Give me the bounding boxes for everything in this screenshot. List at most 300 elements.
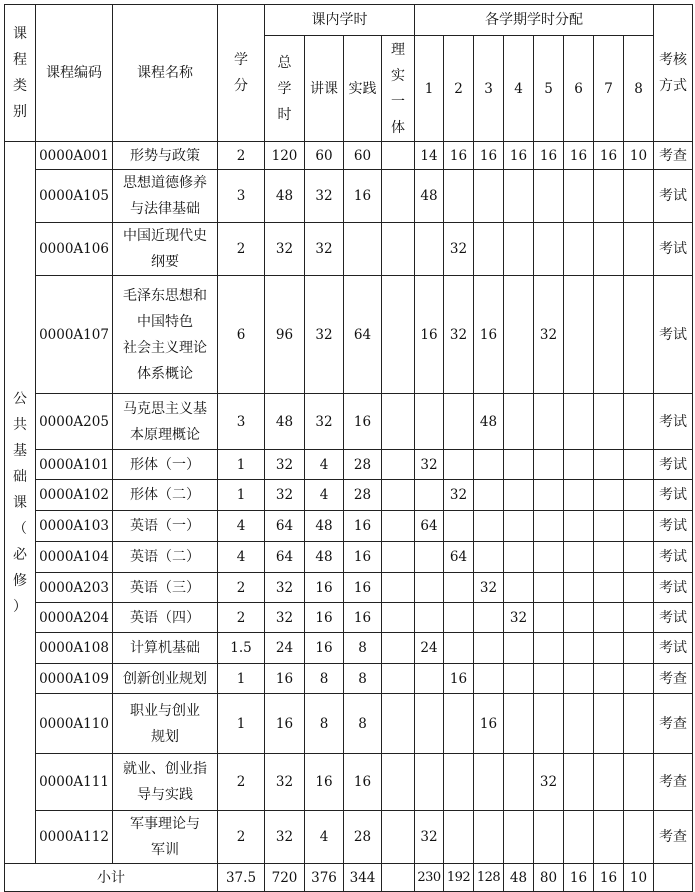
semester-8-hours [624,603,654,633]
semester-7-hours [594,573,624,603]
total-hours: 32 [265,480,305,511]
practice-hours: 16 [344,754,382,811]
header-semester-3: 3 [474,36,504,142]
semester-4-hours [504,694,534,754]
semester-6-hours [564,754,594,811]
header-semester-2: 2 [444,36,474,142]
semester-6-hours [564,276,594,394]
semester-6-hours [564,811,594,864]
course-name: 英语（四） [113,603,218,633]
course-code: 0000A001 [36,142,113,170]
semester-1-hours: 48 [415,170,444,223]
total-hours: 24 [265,633,305,664]
lecture-hours: 32 [305,276,344,394]
integrated-hours [382,573,415,603]
lecture-hours: 16 [305,754,344,811]
semester-8-hours [624,573,654,603]
course-name: 形势与政策 [113,142,218,170]
semester-4-hours [504,633,534,664]
semester-7-hours [594,633,624,664]
semester-4-hours [504,223,534,276]
semester-3-hours: 48 [474,394,504,450]
semester-8-hours [624,542,654,573]
total-hours: 64 [265,542,305,573]
semester-6-hours [564,542,594,573]
integrated-hours [382,480,415,511]
semester-7-hours [594,511,624,542]
semester-7-hours [594,542,624,573]
exam-method: 考试 [654,480,693,511]
total-hours: 32 [265,450,305,480]
course-code: 0000A111 [36,754,113,811]
semester-7-hours [594,754,624,811]
semester-1-hours [415,542,444,573]
credits: 4 [218,542,265,573]
table-row [5,603,693,633]
semester-8-hours [624,170,654,223]
exam-method: 考试 [654,542,693,573]
course-name: 就业、创业指 导与实践 [113,754,218,811]
exam-method: 考查 [654,694,693,754]
semester-8-hours [624,754,654,811]
semester-6-hours [564,633,594,664]
exam-method: 考试 [654,223,693,276]
table-row [5,480,693,511]
credits: 2 [218,754,265,811]
semester-7-hours [594,664,624,694]
exam-method: 考查 [654,811,693,864]
semester-6-hours [564,223,594,276]
lecture-hours: 4 [305,811,344,864]
credits: 4 [218,511,265,542]
practice-hours: 28 [344,811,382,864]
total-hours: 32 [265,603,305,633]
lecture-hours: 8 [305,694,344,754]
semester-7-hours [594,480,624,511]
subtotal-semester-2: 192 [444,864,474,892]
lecture-hours: 32 [305,394,344,450]
course-code: 0000A107 [36,276,113,394]
practice-hours: 16 [344,603,382,633]
credits: 1.5 [218,633,265,664]
practice-hours: 8 [344,633,382,664]
semester-5-hours [534,511,564,542]
semester-6-hours [564,694,594,754]
integrated-hours [382,633,415,664]
semester-6-hours [564,394,594,450]
integrated-hours [382,754,415,811]
header-course-code: 课程编码 [36,5,113,142]
credits: 2 [218,603,265,633]
practice-hours: 64 [344,276,382,394]
header-semester-8: 8 [624,36,654,142]
integrated-hours [382,511,415,542]
course-code: 0000A112 [36,811,113,864]
header-row-1 [5,5,693,36]
semester-8-hours [624,276,654,394]
course-name: 形体（二） [113,480,218,511]
course-name: 计算机基础 [113,633,218,664]
semester-8-hours [624,450,654,480]
semester-7-hours [594,694,624,754]
semester-4-hours: 16 [504,142,534,170]
semester-5-hours: 16 [534,142,564,170]
semester-5-hours: 32 [534,754,564,811]
exam-method: 考查 [654,664,693,694]
semester-7-hours [594,811,624,864]
semester-4-hours [504,511,534,542]
semester-6-hours: 16 [564,142,594,170]
exam-method: 考试 [654,633,693,664]
category-label: 公 共 基 础 课 （ 必 修 ） [5,142,36,864]
header-hours-group: 课内学时 [265,5,415,36]
subtotal-exam [654,864,693,892]
semester-3-hours: 32 [474,573,504,603]
course-code: 0000A105 [36,170,113,223]
semester-1-hours: 32 [415,450,444,480]
semester-3-hours [474,754,504,811]
semester-5-hours [534,450,564,480]
table-row [5,542,693,573]
subtotal-integrated-hours [382,864,415,892]
integrated-hours [382,394,415,450]
exam-method: 考试 [654,511,693,542]
credits: 2 [218,811,265,864]
integrated-hours [382,542,415,573]
total-hours: 48 [265,170,305,223]
practice-hours: 16 [344,170,382,223]
semester-2-hours [444,170,474,223]
total-hours: 64 [265,511,305,542]
course-code: 0000A205 [36,394,113,450]
semester-6-hours [564,450,594,480]
semester-7-hours: 16 [594,142,624,170]
credits: 2 [218,573,265,603]
course-code: 0000A204 [36,603,113,633]
header-semester-5: 5 [534,36,564,142]
table-row [5,694,693,754]
course-code: 0000A108 [36,633,113,664]
table-row [5,511,693,542]
semester-7-hours [594,276,624,394]
semester-1-hours [415,603,444,633]
practice-hours: 28 [344,450,382,480]
exam-method: 考查 [654,754,693,811]
semester-2-hours [444,811,474,864]
semester-2-hours [444,511,474,542]
header-integrated-hours: 理 实 一 体 [382,36,415,142]
lecture-hours: 32 [305,223,344,276]
course-name: 英语（一） [113,511,218,542]
table-row [5,754,693,811]
total-hours: 32 [265,754,305,811]
integrated-hours [382,142,415,170]
semester-7-hours [594,450,624,480]
subtotal-semester-1: 230 [415,864,444,892]
semester-2-hours: 32 [444,480,474,511]
semester-4-hours [504,276,534,394]
semester-3-hours [474,542,504,573]
semester-8-hours: 10 [624,142,654,170]
credits: 1 [218,450,265,480]
semester-2-hours [444,603,474,633]
course-name: 毛泽东思想和 中国特色 社会主义理论 体系概论 [113,276,218,394]
semester-1-hours: 64 [415,511,444,542]
table-row [5,573,693,603]
semester-4-hours [504,664,534,694]
semester-4-hours [504,754,534,811]
lecture-hours: 16 [305,573,344,603]
semester-4-hours [504,480,534,511]
practice-hours: 8 [344,664,382,694]
lecture-hours: 16 [305,633,344,664]
lecture-hours: 60 [305,142,344,170]
credits: 2 [218,142,265,170]
semester-8-hours [624,511,654,542]
semester-1-hours [415,694,444,754]
subtotal-row [5,864,693,892]
semester-2-hours: 16 [444,664,474,694]
semester-8-hours [624,223,654,276]
exam-method: 考试 [654,170,693,223]
integrated-hours [382,450,415,480]
practice-hours: 16 [344,573,382,603]
exam-method: 考试 [654,450,693,480]
header-semester-4: 4 [504,36,534,142]
semester-3-hours [474,603,504,633]
table-row [5,394,693,450]
header-lecture-hours: 讲课 [305,36,344,142]
semester-1-hours [415,754,444,811]
semester-4-hours [504,170,534,223]
practice-hours: 28 [344,480,382,511]
semester-2-hours: 16 [444,142,474,170]
header-course-name: 课程名称 [113,5,218,142]
subtotal-semester-7: 16 [594,864,624,892]
course-plan-table [4,4,693,892]
semester-7-hours [594,170,624,223]
subtotal-label: 小计 [5,864,218,892]
course-code: 0000A109 [36,664,113,694]
semester-5-hours [534,603,564,633]
header-semester-group: 各学期学时分配 [415,5,654,36]
lecture-hours: 48 [305,511,344,542]
semester-1-hours: 14 [415,142,444,170]
lecture-hours: 32 [305,170,344,223]
subtotal-semester-3: 128 [474,864,504,892]
semester-8-hours [624,694,654,754]
semester-5-hours [534,223,564,276]
header-semester-6: 6 [564,36,594,142]
table-row [5,170,693,223]
subtotal-practice-hours: 344 [344,864,382,892]
course-code: 0000A106 [36,223,113,276]
semester-1-hours [415,664,444,694]
semester-2-hours [444,694,474,754]
total-hours: 120 [265,142,305,170]
semester-6-hours [564,573,594,603]
integrated-hours [382,170,415,223]
total-hours: 32 [265,223,305,276]
course-name: 思想道德修养 与法律基础 [113,170,218,223]
course-code: 0000A203 [36,573,113,603]
integrated-hours [382,694,415,754]
header-practice-hours: 实践 [344,36,382,142]
semester-4-hours [504,542,534,573]
header-course-category: 课 程 类 别 [5,5,36,142]
semester-1-hours [415,573,444,603]
credits: 1 [218,480,265,511]
semester-2-hours: 32 [444,223,474,276]
semester-3-hours [474,811,504,864]
subtotal-lecture-hours: 376 [305,864,344,892]
semester-3-hours [474,170,504,223]
semester-1-hours: 32 [415,811,444,864]
semester-6-hours [564,480,594,511]
semester-7-hours [594,603,624,633]
semester-5-hours [534,664,564,694]
semester-3-hours [474,633,504,664]
course-name: 英语（三） [113,573,218,603]
semester-4-hours [504,450,534,480]
semester-2-hours [444,450,474,480]
credits: 1 [218,664,265,694]
credits: 1 [218,694,265,754]
practice-hours: 16 [344,542,382,573]
practice-hours: 16 [344,511,382,542]
credits: 3 [218,394,265,450]
integrated-hours [382,603,415,633]
exam-method: 考查 [654,142,693,170]
course-code: 0000A102 [36,480,113,511]
semester-8-hours [624,811,654,864]
semester-5-hours: 32 [534,276,564,394]
semester-4-hours [504,573,534,603]
course-rows [5,142,693,864]
course-code: 0000A110 [36,694,113,754]
semester-2-hours: 64 [444,542,474,573]
semester-6-hours [564,170,594,223]
subtotal-semester-5: 80 [534,864,564,892]
lecture-hours: 48 [305,542,344,573]
semester-3-hours [474,664,504,694]
semester-7-hours [594,394,624,450]
lecture-hours: 8 [305,664,344,694]
semester-3-hours [474,450,504,480]
lecture-hours: 4 [305,480,344,511]
course-name: 军事理论与 军训 [113,811,218,864]
header-exam-method: 考核 方式 [654,5,693,142]
semester-3-hours [474,480,504,511]
table-row [5,142,693,170]
semester-5-hours [534,542,564,573]
credits: 2 [218,223,265,276]
semester-8-hours [624,394,654,450]
semester-5-hours [534,170,564,223]
semester-2-hours [444,633,474,664]
practice-hours: 8 [344,694,382,754]
semester-1-hours: 24 [415,633,444,664]
total-hours: 48 [265,394,305,450]
semester-3-hours [474,223,504,276]
subtotal-total-hours: 720 [265,864,305,892]
semester-6-hours [564,603,594,633]
course-code: 0000A104 [36,542,113,573]
table-row [5,450,693,480]
lecture-hours: 4 [305,450,344,480]
integrated-hours [382,811,415,864]
header-semester-7: 7 [594,36,624,142]
semester-2-hours [444,754,474,811]
semester-5-hours [534,633,564,664]
course-name: 职业与创业 规划 [113,694,218,754]
table-row [5,811,693,864]
course-code: 0000A103 [36,511,113,542]
semester-5-hours [534,480,564,511]
subtotal-semester-8: 10 [624,864,654,892]
total-hours: 96 [265,276,305,394]
header-semester-1: 1 [415,36,444,142]
semester-4-hours [504,394,534,450]
total-hours: 32 [265,573,305,603]
semester-2-hours [444,573,474,603]
semester-3-hours: 16 [474,694,504,754]
semester-8-hours [624,633,654,664]
integrated-hours [382,664,415,694]
practice-hours [344,223,382,276]
table-row [5,664,693,694]
semester-5-hours [534,394,564,450]
semester-5-hours [534,573,564,603]
course-name: 形体（一） [113,450,218,480]
semester-3-hours: 16 [474,142,504,170]
total-hours: 16 [265,694,305,754]
semester-3-hours [474,511,504,542]
credits: 6 [218,276,265,394]
course-name: 马克思主义基 本原理概论 [113,394,218,450]
course-code: 0000A101 [36,450,113,480]
course-name: 中国近现代史 纲要 [113,223,218,276]
semester-2-hours: 32 [444,276,474,394]
table-row [5,276,693,394]
subtotal-credits: 37.5 [218,864,265,892]
semester-5-hours [534,811,564,864]
semester-4-hours [504,811,534,864]
credits: 3 [218,170,265,223]
semester-6-hours [564,511,594,542]
course-name: 英语（二） [113,542,218,573]
subtotal-semester-6: 16 [564,864,594,892]
exam-method: 考试 [654,394,693,450]
semester-5-hours [534,694,564,754]
exam-method: 考试 [654,573,693,603]
semester-4-hours: 32 [504,603,534,633]
practice-hours: 16 [344,394,382,450]
practice-hours: 60 [344,142,382,170]
semester-3-hours: 16 [474,276,504,394]
integrated-hours [382,223,415,276]
total-hours: 32 [265,811,305,864]
integrated-hours [382,276,415,394]
semester-8-hours [624,480,654,511]
semester-7-hours [594,223,624,276]
table-row [5,633,693,664]
semester-2-hours [444,394,474,450]
table-row [5,223,693,276]
semester-6-hours [564,664,594,694]
total-hours: 16 [265,664,305,694]
exam-method: 考试 [654,603,693,633]
